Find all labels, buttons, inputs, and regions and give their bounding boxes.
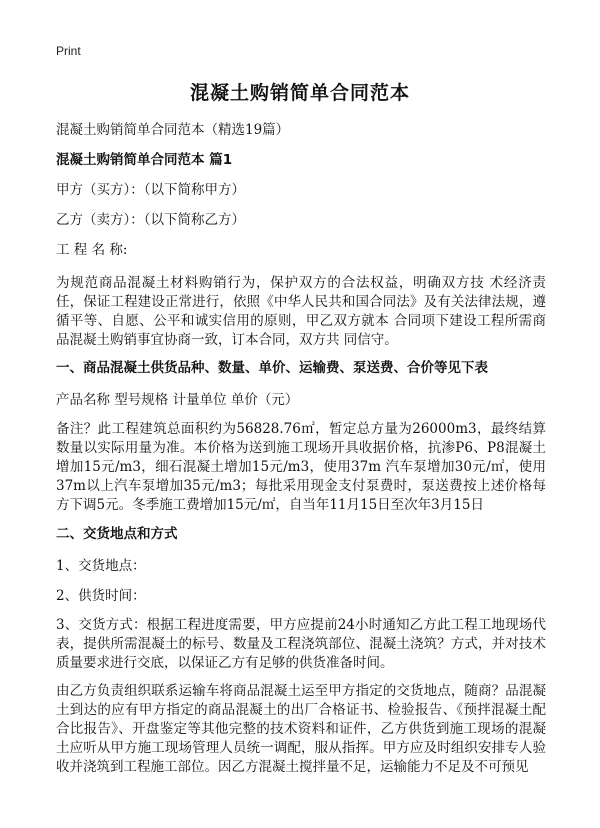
heading-delivery: 二、交货地点和方式 xyxy=(56,526,178,542)
document-title: 混凝土购销简单合同范本 xyxy=(189,82,410,104)
document-subtitle: 混凝土购销简单合同范本（精选19篇） xyxy=(56,122,290,138)
print-link[interactable]: Print xyxy=(56,44,81,58)
party-b-line: 乙方（卖方）：（以下简称乙方） xyxy=(56,212,245,228)
project-name-line: 工 程 名 称: xyxy=(56,242,128,258)
party-a-line: 甲方（买方）：（以下简称甲方） xyxy=(56,182,245,198)
transport-paragraph: 由乙方负责组织联系运输车将商品混凝土运至甲方指定的交货地点，随商？品混凝土到达的应有甲方指定的商品混凝土的出厂合格证书、检验报告、《预拌混凝土配合比报告》、开盘鉴定等其他完整的技术资料和证件，乙方供货到施工现场的混凝土应听从甲方施工现场管理人员统一调配，服从指挥。甲方应及时组织安排专人验收并浇筑到工程施工部位。因乙方混凝土搅拌量不足，运输能力不足及不可预见 xyxy=(56,683,546,775)
delivery-method-paragraph: 3、交货方式：根据工程进度需要，甲方应提前24小时通知乙方此工程工地现场代表，提供所需混凝土的标号、数量及工程浇筑部位、混凝土浇筑？方式，并对技术质量要求进行交底，以保证乙方有足够的供货准备时间。 xyxy=(56,617,546,671)
heading-supply: 一、商品混凝土供货品种、数量、单价、运输费、泵送费、合价等见下表 xyxy=(56,360,488,376)
intro-paragraph: 为规范商品混凝土材料购销行为，保护双方的合法权益，明确双方技 术经济责任，保证工程建设正常进行，依照《中华人民共和国合同法》及有关法律法规，遵循平等、自愿、公平和诚实信用的原则，甲乙双方就本 合同项下建设工程所需商品混凝土购销事宜协商一致，订本合同，双方共 同信守。 xyxy=(56,275,546,348)
delivery-location-item: 1、交货地点： xyxy=(56,558,146,574)
table-header-line: 产品名称 型号规格 计量单位 单价（元） xyxy=(56,392,299,408)
section-title: 混凝土购销简单合同范本 篇1 xyxy=(56,152,233,168)
delivery-time-item: 2、供货时间： xyxy=(56,588,146,604)
note-paragraph: 备注？此工程建筑总面积约为56828.76㎡，暂定总方量为26000m3，最终结算数量以实际用量为准。本价格为送到施工现场开具收据价格，抗渗P6、P8混凝土增加15元/m3，细石混凝土增加15元/m3，使用37m 汽车泵增加30元/㎡，使用37m以上汽车泵增加35元/m3；每批采用现金支付泵费时，泵送费按上述价格每方下调5元。冬季施工费增加15元/㎡，自当年11月15日至次年3月15日 xyxy=(56,421,546,513)
